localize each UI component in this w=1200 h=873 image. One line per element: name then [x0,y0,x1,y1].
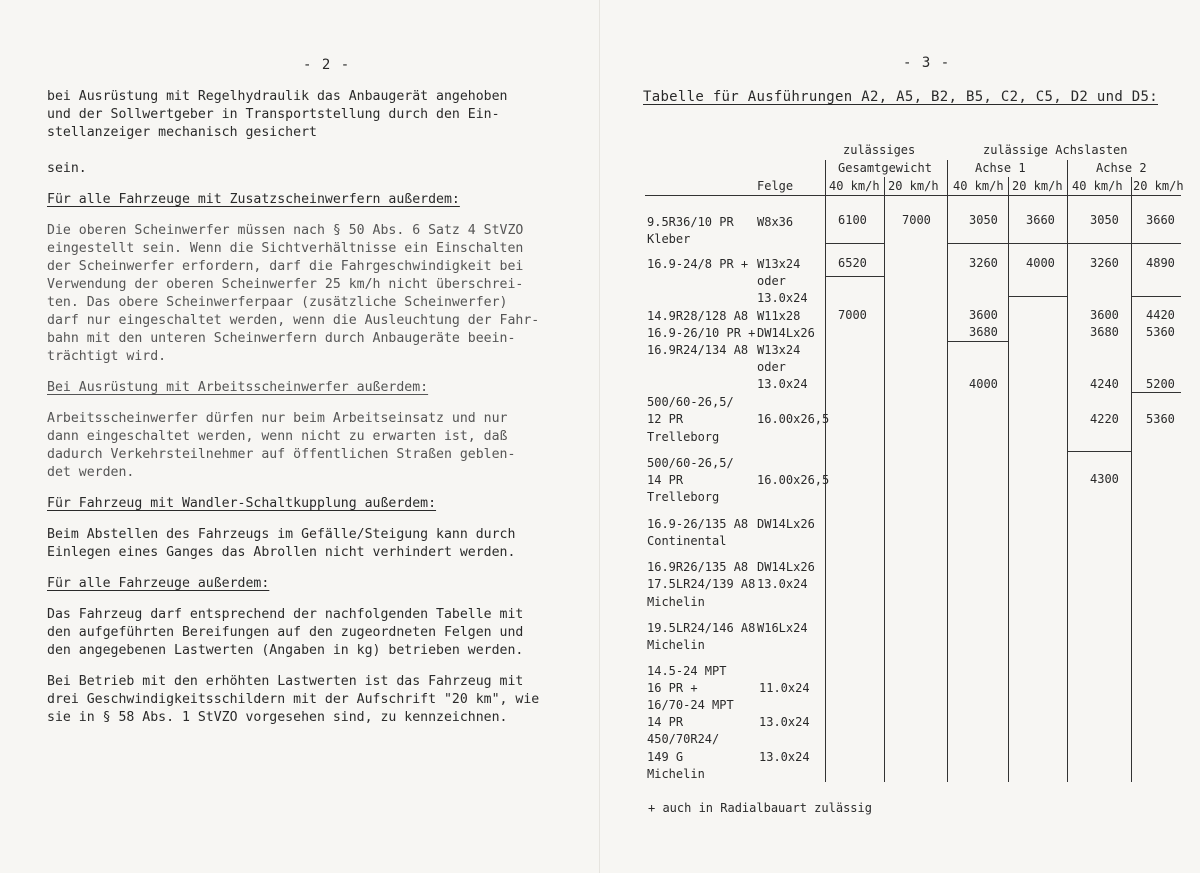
rim-spec: 13.0x24 [759,715,810,729]
text-line: bahn mit den unteren Scheinwerfern durch Anbaugeräte beein- [47,331,516,346]
text-line: ten. Das obere Scheinwerferpaar (zusätzliche Scheinwerfer) [47,295,508,310]
value-cell: 4300 [1090,472,1119,486]
tire-spec: 9.5R36/10 PR [647,215,734,229]
text-line: Die oberen Scheinwerfer müssen nach § 50 Abs. 6 Satz 4 StVZO [47,223,524,238]
column-rule [1008,177,1009,782]
section-wandler-schaltkupplung [47,495,607,562]
value-cell: 4240 [1090,377,1119,391]
value-cell: 3050 [969,213,998,227]
tire-spec: Michelin [647,767,705,781]
tire-spec: 14.9R28/128 A8 [647,309,749,323]
section-alle-fahrzeuge [47,575,607,727]
cell-rule [1067,451,1131,452]
tire-spec: 12 PR [647,412,684,426]
cell-rule [947,243,1181,244]
text-line: eingestellt sein. Wenn die Sichtverhältnisse ein Einschalten [47,241,524,256]
tire-spec: Trelleborg [647,490,720,504]
section-heading: Bei Ausrüstung mit Arbeitsscheinwerfer außerdem: [47,380,429,395]
value-cell: 5200 [1146,377,1175,391]
value-cell: 6520 [838,256,867,270]
text-line: und der Sollwertgeber in Transportstellung durch den Ein- [47,107,500,122]
tire-spec: 500/60-26,5/ [647,395,734,409]
value-cell: 4220 [1090,412,1119,426]
tire-spec: 16.9-24/8 PR + [647,257,749,271]
tire-spec: 14 PR [647,473,684,487]
header-a2-40: 40 km/h [1072,179,1123,193]
section-body [47,222,607,366]
cell-rule [1008,296,1067,297]
header-a1-40: 40 km/h [953,179,1004,193]
section-body-extra [47,673,607,727]
rim-spec: W8x36 [757,215,794,229]
column-rule [1131,177,1132,782]
tire-spec: 450/70R24/ [647,732,720,746]
tire-spec: Kleber [647,232,691,246]
column-rule [825,160,826,782]
rim-spec: DW14Lx26 [757,326,815,340]
intro-end [47,160,607,178]
value-cell: 3050 [1090,213,1119,227]
header-gesamt-line1: zulässiges [843,143,916,157]
value-cell: 4000 [969,377,998,391]
tire-spec: 16 PR + [647,681,698,695]
header-rule [645,195,1181,196]
tire-spec: 14.5-24 MPT [647,664,727,678]
text-line: Einlegen eines Ganges das Abrollen nicht verhindert werden. [47,545,516,560]
text-line: Bei Betrieb mit den erhöhten Lastwerten ist das Fahrzeug mit [47,674,524,689]
text-line: den angegebenen Lastwerten (Angaben in kg) betrieben werden. [47,643,524,658]
column-rule [884,177,885,782]
value-cell: 3260 [969,256,998,270]
text-line: det werden. [47,465,135,480]
rim-spec: W13x24 [757,257,801,271]
rim-spec: 13.0x24 [757,291,808,305]
value-cell: 3680 [969,325,998,339]
value-cell: 3660 [1146,213,1175,227]
tire-spec: Trelleborg [647,430,720,444]
value-cell: 7000 [902,213,931,227]
cell-rule [947,341,1008,342]
rim-spec: DW14Lx26 [757,517,815,531]
page-number-left: - 2 - [303,57,351,73]
value-cell: 3260 [1090,256,1119,270]
header-gg-20: 20 km/h [888,179,939,193]
text-line: sie in § 58 Abs. 1 StVZO vorgesehen sind, zu kennzeichnen. [47,710,508,725]
value-cell: 7000 [838,308,867,322]
rim-spec: 11.0x24 [759,681,810,695]
header-achslasten: zulässige Achslasten [983,143,1128,157]
value-cell: 5360 [1146,325,1175,339]
cell-rule [825,276,884,277]
header-gesamt-line2: Gesamtgewicht [838,161,932,175]
text-line: stellanzeiger mechanisch gesichert [47,125,317,140]
tire-spec: 16/70-24 MPT [647,698,734,712]
value-cell: 3600 [1090,308,1119,322]
header-achse1: Achse 1 [975,161,1026,175]
header-a1-20: 20 km/h [1012,179,1063,193]
section-zusatzscheinwerfer [47,191,607,366]
rim-spec: 13.0x24 [757,377,808,391]
tire-spec: Michelin [647,638,705,652]
cell-rule [1131,296,1181,297]
intro-paragraph [47,88,607,142]
section-body [47,526,607,562]
text-line: dadurch Verkehrsteilnehmer auf öffentlichen Straßen geblen- [47,447,516,462]
text-line: drei Geschwindigkeitsschildern mit der Aufschrift "20 km", wie [47,692,540,707]
tire-spec: 17.5LR24/139 A8 [647,577,756,591]
rim-spec: 16.00x26,5 [757,412,830,426]
section-heading: Für alle Fahrzeuge außerdem: [47,576,270,591]
value-cell: 3660 [1026,213,1055,227]
section-body [47,606,607,660]
tire-spec: 149 G [647,750,684,764]
rim-spec: 13.0x24 [759,750,810,764]
text-line: der Scheinwerfer erfordern, darf die Fahrgeschwindigkeit bei [47,259,524,274]
value-cell: 6100 [838,213,867,227]
tire-spec: 16.9-26/10 PR + [647,326,756,340]
text-line: Das Fahrzeug darf entsprechend der nachfolgenden Tabelle mit [47,607,524,622]
header-achse2: Achse 2 [1096,161,1147,175]
text-line: Arbeitsscheinwerfer dürfen nur beim Arbeitseinsatz und nur [47,411,508,426]
text-line: dann eingeschaltet werden, wenn nicht zu erwarten ist, daß [47,429,508,444]
tire-spec: 16.9-26/135 A8 [647,517,749,531]
section-heading: Für Fahrzeug mit Wandler-Schaltkupplung außerdem: [47,496,437,511]
column-rule [1067,160,1068,782]
value-cell: 3680 [1090,325,1119,339]
page-number-right: - 3 - [903,55,951,71]
rim-spec: oder [757,360,786,374]
rim-spec: oder [757,274,786,288]
rim-spec: 16.00x26,5 [757,473,830,487]
section-arbeitsscheinwerfer [47,379,607,482]
header-gg-40: 40 km/h [829,179,880,193]
value-cell: 4000 [1026,256,1055,270]
text-line: Verwendung der oberen Scheinwerfer 25 km/h nicht überschrei- [47,277,524,292]
rim-spec: DW14Lx26 [757,560,815,574]
section-heading: Für alle Fahrzeuge mit Zusatzscheinwerfern außerdem: [47,192,460,207]
text-line: Beim Abstellen des Fahrzeugs im Gefälle/Steigung kann durch [47,527,516,542]
tire-spec: Continental [647,534,727,548]
rim-spec: W11x28 [757,309,801,323]
tire-spec: 16.9R26/135 A8 [647,560,749,574]
tire-spec: 500/60-26,5/ [647,456,734,470]
header-a2-20: 20 km/h [1133,179,1184,193]
text-line: darf nur eingeschaltet werden, wenn die Ausleuchtung der Fahr- [47,313,540,328]
cell-rule [825,243,884,244]
section-body [47,410,607,482]
left-page-text [47,88,607,740]
value-cell: 4890 [1146,256,1175,270]
value-cell: 5360 [1146,412,1175,426]
column-rule [947,160,948,782]
rim-spec: W13x24 [757,343,801,357]
value-cell: 3600 [969,308,998,322]
text-line: trächtigt wird. [47,349,167,364]
rim-spec: 13.0x24 [757,577,808,591]
table-title: Tabelle für Ausführungen A2, A5, B2, B5, C2, C5, D2 und D5: [643,89,1158,105]
tire-spec: Michelin [647,595,705,609]
value-cell: 4420 [1146,308,1175,322]
rim-spec: W16Lx24 [757,621,808,635]
header-felge: Felge [757,179,794,193]
tire-spec: 19.5LR24/146 A8 [647,621,756,635]
tire-spec: 14 PR [647,715,684,729]
text-line: bei Ausrüstung mit Regelhydraulik das Anbaugerät angehoben [47,89,508,104]
table-footnote: + auch in Radialbauart zulässig [648,801,872,815]
text-line: den aufgeführten Bereifungen auf den zugeordneten Felgen und [47,625,524,640]
tire-spec: 16.9R24/134 A8 [647,343,749,357]
text-line: sein. [47,161,87,176]
